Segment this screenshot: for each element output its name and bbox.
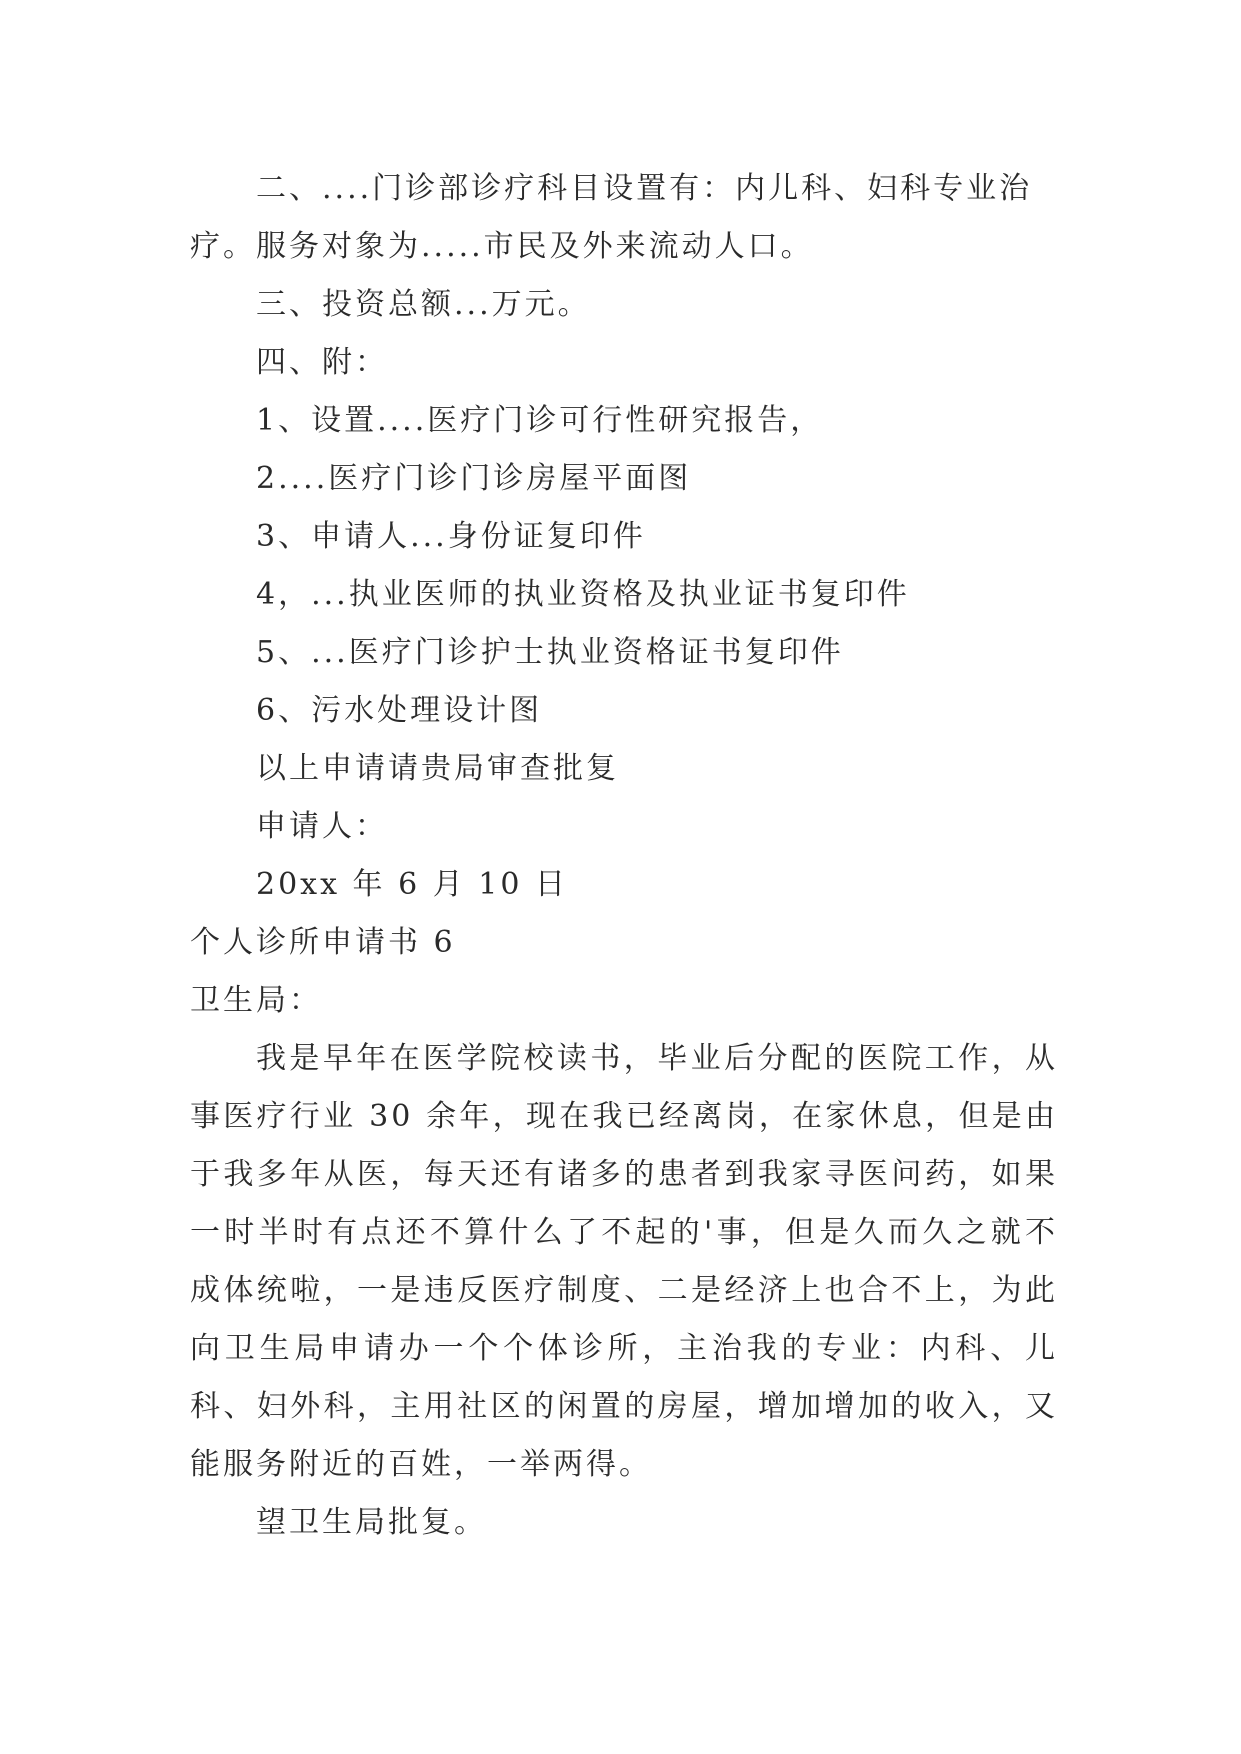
document-body [190,160,1058,1552]
text-line: 疗。服务对象为.....市民及外来流动人口。 [190,229,814,264]
date-line: 20xx 年 6 月 10 日 [256,867,568,902]
attachment-item: 3、申请人...身份证复印件 [256,519,646,554]
attachment-item: 2....医疗门诊门诊房屋平面图 [256,461,692,496]
text-line: 二、....门诊部诊疗科目设置有：内儿科、妇科专业治 [256,171,1033,206]
applicant-label: 申请人： [256,809,388,844]
text-line: 四、附： [256,345,388,380]
attachment-item: 5、...医疗门诊护士执业资格证书复印件 [256,635,844,670]
attachment-item: 6、污水处理设计图 [256,693,543,728]
section-title: 个人诊所申请书 6 [190,925,456,960]
attachment-item: 1、设置....医疗门诊可行性研究报告， [256,403,824,438]
closing-line: 望卫生局批复。 [256,1505,487,1540]
body-paragraph: 我是早年在医学院校读书，毕业后分配的医院工作，从事医疗行业 30 余年，现在我已经离岗，在家休息，但是由于我多年从医，每天还有诸多的患者到我家寻医问药，如果一时半时有点还不算什么了不起的'事，但是久而久之就不成体统啦，一是违反医疗制度、二是经济上也合不上，为此向卫生局申请办一个个体诊所，主治我的专业：内科、儿科、妇外科，主用社区的闲置的房屋，增加增加的收入，又能服务附近的百姓，一举两得。 [190,1041,1058,1482]
text-line: 三、投资总额...万元。 [256,287,591,322]
request-line: 以上申请请贵局审查批复 [256,751,619,786]
attachment-item: 4，...执业医师的执业资格及执业证书复印件 [256,577,910,612]
addressee: 卫生局： [190,983,322,1018]
